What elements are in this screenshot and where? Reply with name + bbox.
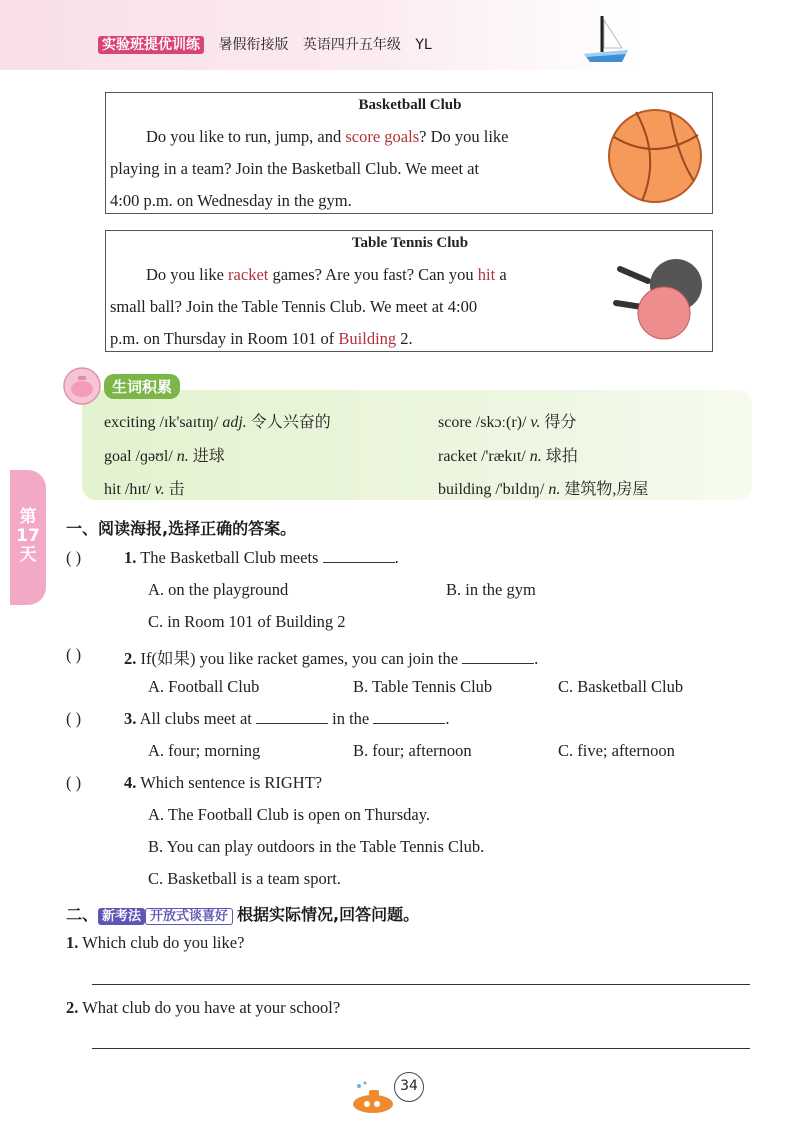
open-question-2: 2. What club do you have at your school? [66, 998, 341, 1017]
q1-option-b: B. in the gym [446, 580, 536, 599]
answer-line-1[interactable] [92, 984, 750, 985]
fill-blank[interactable] [256, 710, 328, 724]
question-3: 3. All clubs meet at in the . [124, 709, 450, 728]
basketball-line-2: playing in a team? Join the Basketball Club. We meet at [110, 159, 480, 178]
answer-paren[interactable]: ( ) [66, 773, 82, 792]
vocab-item: racket /'rækɪt/ n. 球拍 [438, 448, 578, 465]
q1-option-c: C. in Room 101 of Building 2 [148, 612, 346, 631]
q4-option-a: A. The Football Club is open on Thursday. [148, 805, 431, 824]
section-1-title: 一、阅读海报,选择正确的答案。 [66, 519, 297, 538]
basketball-line-3: 4:00 p.m. on Wednesday in the gym. [110, 191, 352, 210]
answer-paren[interactable]: ( ) [66, 709, 82, 728]
header-subject: 英语四升五年级 [302, 37, 401, 53]
question-1: 1. The Basketball Club meets . [124, 548, 399, 567]
q2-option-c: C. Basketball Club [558, 677, 684, 696]
fill-blank[interactable] [462, 650, 534, 664]
vocab-item: score /skɔː(r)/ v. 得分 [438, 414, 577, 431]
header-edition: YL [415, 37, 432, 53]
header-series: 暑假衔接版 [218, 37, 289, 53]
sailboat-icon [582, 14, 630, 66]
open-question-tag: 开放式谈喜好 [145, 908, 233, 925]
answer-paren[interactable]: ( ) [66, 645, 82, 664]
q4-option-b: B. You can play outdoors in the Table Tennis Club. [148, 837, 485, 856]
q4-option-c: C. Basketball is a team sport. [148, 869, 341, 888]
basketball-line-1: Do you like to run, jump, and score goals? Do you like [146, 127, 509, 146]
basketball-club-poster [105, 92, 713, 214]
vocab-item: hit /hɪt/ v. 击 [104, 481, 185, 498]
section-2-title: 二、 新考法 开放式谈喜好 根据实际情况,回答问题。 [66, 905, 420, 924]
vocabulary-title: 生词积累 [104, 374, 180, 399]
fill-blank[interactable] [373, 710, 445, 724]
piggy-bank-icon [62, 366, 102, 406]
q3-option-a: A. four; morning [148, 741, 261, 760]
tennis-line-1: Do you like racket games? Are you fast? Can you hit a [146, 265, 507, 284]
vocab-item: exciting /ɪk'saɪtɪŋ/ adj. 令人兴奋的 [104, 414, 331, 431]
vocab-item: building /'bɪldɪŋ/ n. 建筑物,房屋 [438, 481, 649, 498]
question-2: 2. If(如果) you like racket games, you can join the . [124, 649, 539, 668]
vocab-item: goal /ɡəʊl/ n. 进球 [104, 448, 225, 465]
header-text [98, 34, 432, 54]
basketball-club-title: Basketball Club [358, 97, 462, 113]
q3-option-b: B. four; afternoon [353, 741, 472, 760]
tennis-line-2: small ball? Join the Table Tennis Club. We meet at 4:00 [110, 297, 478, 316]
answer-line-2[interactable] [92, 1048, 750, 1049]
q3-option-c: C. five; afternoon [558, 741, 675, 760]
new-method-tag: 新考法 [98, 908, 145, 925]
open-question-1: 1. Which club do you like? [66, 933, 245, 952]
page-number: 34 [394, 1072, 424, 1102]
table-tennis-club-poster [105, 230, 713, 352]
q1-option-a: A. on the playground [148, 580, 289, 599]
page-header [0, 0, 800, 70]
day-tab: 第 17 天 [10, 470, 46, 605]
tennis-line-3: p.m. on Thursday in Room 101 of Building 2. [110, 329, 413, 348]
basketball-icon [606, 107, 704, 205]
fill-blank[interactable] [323, 549, 395, 563]
q2-option-a: A. Football Club [148, 677, 260, 696]
q2-option-b: B. Table Tennis Club [353, 677, 493, 696]
question-4: 4. Which sentence is RIGHT? [124, 773, 323, 792]
header-brand: 实验班提优训练 [98, 36, 204, 54]
submarine-icon [345, 1080, 399, 1116]
ping-pong-paddles-icon [606, 241, 710, 345]
table-tennis-club-title: Table Tennis Club [351, 235, 469, 251]
answer-paren[interactable]: ( ) [66, 548, 82, 567]
